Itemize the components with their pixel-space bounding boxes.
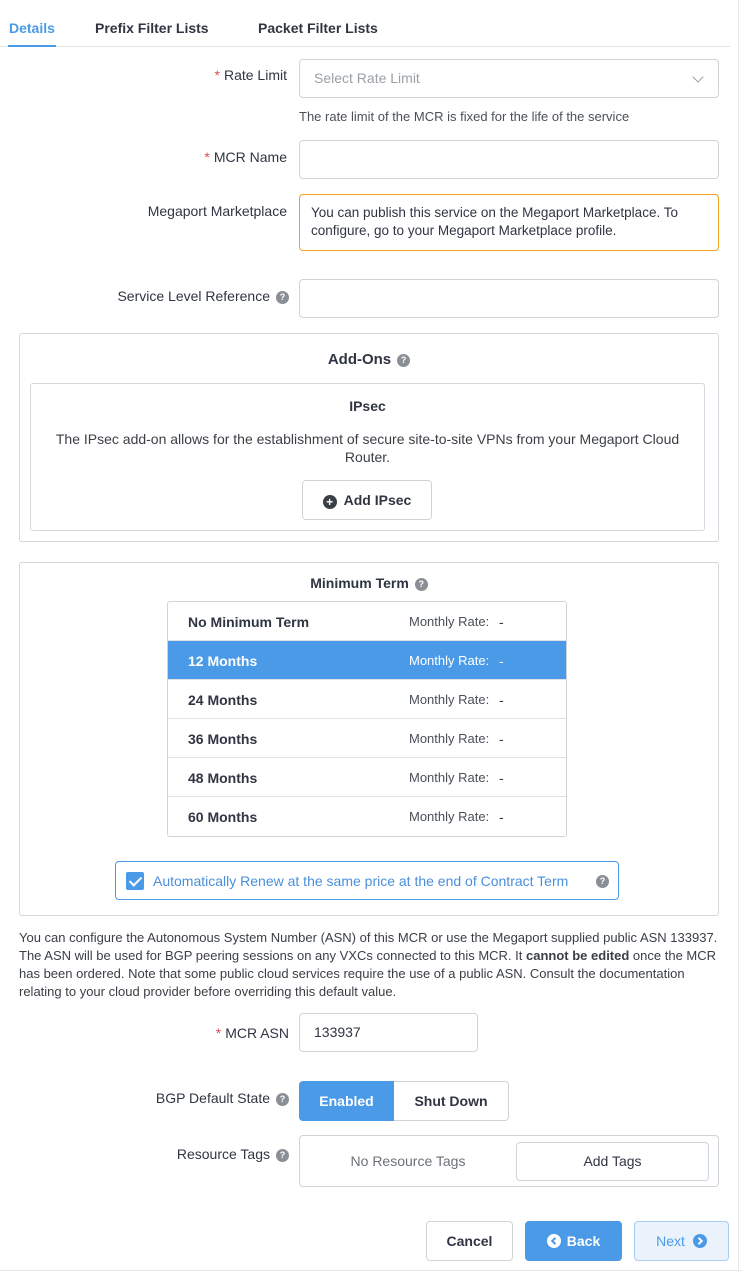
mcr-name-input[interactable]	[299, 140, 719, 179]
tab-prefix-filter-lists[interactable]: Prefix Filter Lists	[95, 20, 209, 36]
page-border-bottom	[0, 1270, 742, 1271]
resource-tags-label-text: Resource Tags	[176, 1146, 270, 1162]
rate-limit-label	[215, 67, 287, 83]
term-name: 12 Months	[188, 653, 258, 669]
mcr-asn-label-text: MCR ASN	[225, 1025, 289, 1041]
service-ref-label	[117, 288, 289, 304]
monthly-rate-label: Monthly Rate:	[409, 731, 490, 746]
checkbox-checked-icon[interactable]	[126, 872, 144, 890]
monthly-rate-value: -	[499, 809, 504, 825]
required-marker: *	[214, 67, 220, 83]
term-name: 36 Months	[188, 731, 258, 747]
monthly-rate-label: Monthly Rate:	[409, 692, 490, 707]
addons-title	[20, 351, 718, 368]
help-icon[interactable]: ?	[276, 291, 289, 304]
resource-tags-box	[299, 1135, 719, 1187]
tab-details[interactable]: Details	[9, 20, 55, 36]
monthly-rate-value: -	[499, 770, 504, 786]
asn-info-text	[19, 929, 725, 1001]
next-button[interactable]	[634, 1221, 729, 1261]
marketplace-label: Megaport Marketplace	[147, 203, 287, 219]
minimum-term-title	[20, 575, 718, 591]
no-resource-tags-text: No Resource Tags	[350, 1153, 466, 1169]
term-name: 24 Months	[188, 692, 258, 708]
chevron-down-icon	[692, 71, 703, 82]
tab-bar	[0, 0, 730, 47]
rate-limit-select[interactable]	[299, 59, 719, 98]
monthly-rate-value: -	[499, 692, 504, 708]
required-marker: *	[215, 1025, 222, 1041]
bgp-state-label-text: BGP Default State	[155, 1090, 270, 1106]
monthly-rate-label: Monthly Rate:	[409, 653, 490, 668]
monthly-rate-value: -	[499, 731, 504, 747]
ipsec-title: IPsec	[349, 398, 386, 414]
rate-limit-hint: The rate limit of the MCR is fixed for the life of the service	[299, 109, 630, 124]
help-icon[interactable]: ?	[596, 875, 609, 888]
monthly-rate-label: Monthly Rate:	[409, 809, 490, 824]
term-option-24-months[interactable]	[168, 680, 566, 719]
term-name: 48 Months	[188, 770, 258, 786]
bgp-state-label	[156, 1090, 289, 1106]
term-name: No Minimum Term	[188, 614, 310, 630]
plus-circle-icon: +	[323, 495, 337, 509]
ipsec-card	[30, 383, 705, 531]
mcr-asn-input[interactable]: 133937	[299, 1013, 478, 1052]
monthly-rate-value: -	[499, 653, 504, 669]
term-option-36-months[interactable]	[168, 719, 566, 758]
service-ref-label-text: Service Level Reference	[117, 288, 270, 304]
term-option-60-months[interactable]	[168, 797, 566, 836]
minimum-term-title-text: Minimum Term	[310, 575, 409, 591]
term-option-12-months[interactable]	[168, 641, 566, 680]
addons-title-text: Add-Ons	[327, 351, 392, 368]
auto-renew-label: Automatically Renew at the same price at the end of Contract Term	[153, 873, 569, 889]
active-tab-indicator	[8, 45, 56, 47]
back-label: Back	[566, 1233, 601, 1249]
auto-renew-checkbox[interactable]	[115, 861, 619, 900]
ipsec-description: The IPsec add-on allows for the establishment of secure site-to-site VPNs from your Megaport Cloud Router.	[55, 431, 680, 465]
help-icon[interactable]: ?	[276, 1149, 289, 1162]
mcr-name-label	[204, 149, 287, 165]
help-icon[interactable]: ?	[415, 578, 428, 591]
tab-packet-filter-lists[interactable]: Packet Filter Lists	[258, 20, 378, 36]
page-border	[738, 0, 739, 1272]
mcr-asn-label	[216, 1025, 289, 1041]
rate-limit-label-text: Rate Limit	[223, 67, 287, 83]
next-label: Next	[656, 1233, 685, 1249]
asn-info-part: once the MCR has been ordered. Note that some public cloud services require the use of a public ASN. Consult the documentation relating to your cloud provider before overriding this default value.	[19, 948, 717, 999]
bgp-enabled-button[interactable]: Enabled	[299, 1081, 394, 1121]
asn-info-part: You can configure the Autonomous System Number (ASN) of this MCR or use the Megaport supplied public ASN 133937. The ASN will be used for BGP peering sessions on any VXCs connected to this MCR. It	[19, 930, 718, 963]
asn-info-emphasis: cannot be edited	[526, 948, 630, 963]
marketplace-notice: You can publish this service on the Megaport Marketplace. To configure, go to your Megaport Marketplace profile.	[299, 194, 719, 251]
mcr-name-label-text: MCR Name	[213, 149, 287, 165]
arrow-left-circle-icon	[547, 1234, 561, 1248]
add-ipsec-button[interactable]	[302, 480, 432, 520]
monthly-rate-label: Monthly Rate:	[409, 770, 490, 785]
monthly-rate-value: -	[499, 614, 504, 630]
addons-panel	[19, 333, 719, 542]
rate-limit-placeholder: Select Rate Limit	[314, 70, 420, 86]
back-button[interactable]	[525, 1221, 622, 1261]
minimum-term-table	[167, 601, 567, 837]
add-ipsec-label: Add IPsec	[343, 492, 412, 508]
monthly-rate-label: Monthly Rate:	[409, 614, 490, 629]
resource-tags-label	[177, 1146, 289, 1162]
add-tags-button[interactable]: Add Tags	[516, 1142, 709, 1181]
arrow-right-circle-icon	[693, 1234, 707, 1248]
cancel-button[interactable]: Cancel	[426, 1221, 513, 1261]
bgp-shutdown-button[interactable]: Shut Down	[394, 1081, 509, 1121]
help-icon[interactable]: ?	[276, 1093, 289, 1106]
service-ref-input[interactable]	[299, 279, 719, 318]
term-name: 60 Months	[188, 809, 258, 825]
help-icon[interactable]: ?	[397, 354, 410, 367]
term-option-48-months[interactable]	[168, 758, 566, 797]
required-marker: *	[204, 149, 210, 165]
term-option-none[interactable]	[168, 602, 566, 641]
